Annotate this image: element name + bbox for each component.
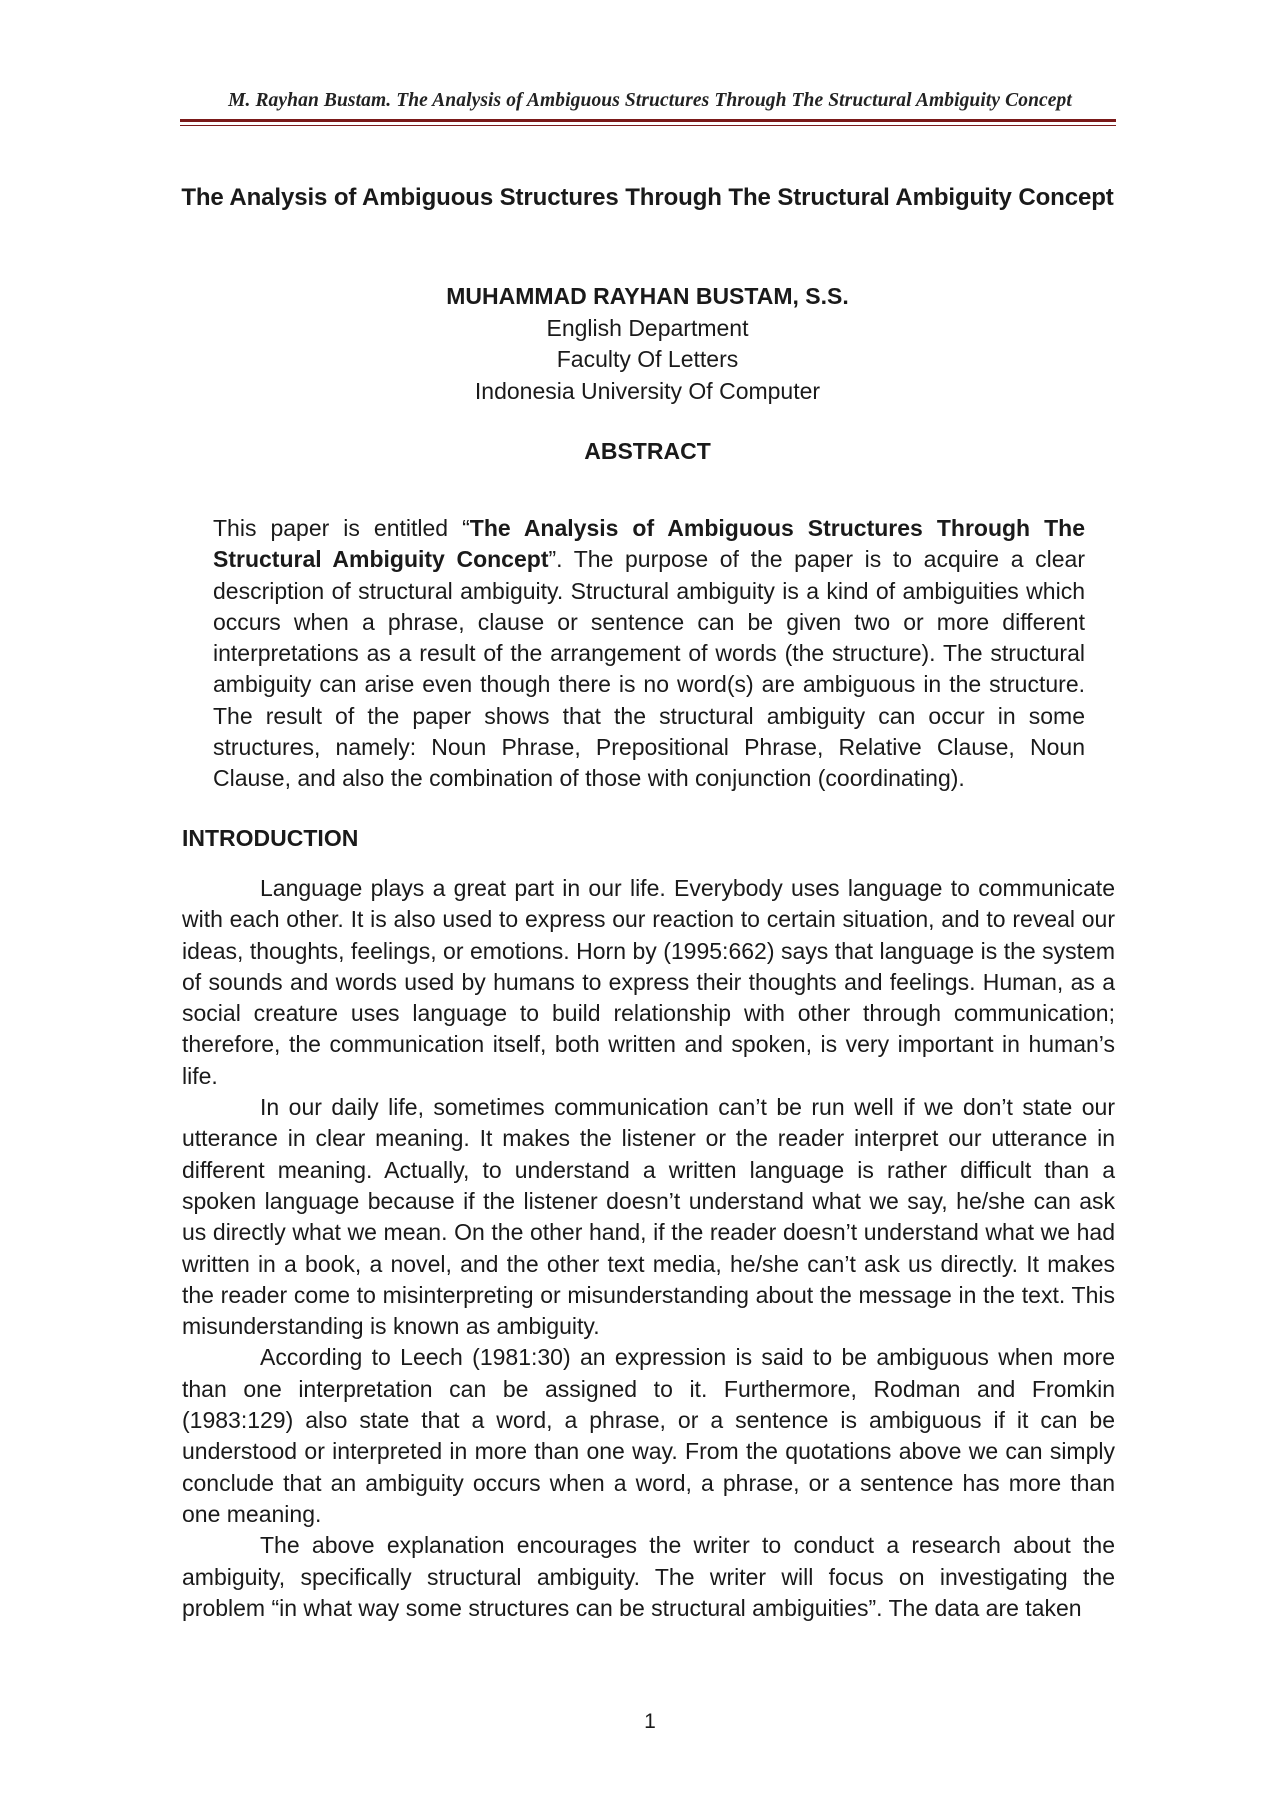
author-university: Indonesia University Of Computer (474, 377, 821, 404)
intro-paragraph: In our daily life, sometimes communication can’t be run well if we don’t state our utterance in clear meaning. It makes the listener or the reader interpret our utterance in different meaning. Actually, to understand a written language is rather difficult than a spoken language because if the listener doesn’t understand what we say, he/she can ask us directly what we mean. On the other hand, if the reader doesn’t understand what we had written in a book, a novel, and the other text media, he/she can’t ask us directly. It makes the reader come to misinterpreting or misunderstanding about the message in the text. This misunderstanding is known as ambiguity. (182, 1094, 1115, 1340)
introduction-heading: INTRODUCTION (182, 825, 359, 851)
abstract-body (213, 513, 1085, 795)
header-rule (180, 119, 1116, 122)
abstract-bold-title: The Analysis of Ambiguous Structures Through The Structural Ambiguity Concept (213, 515, 1085, 573)
introduction-body (182, 873, 1115, 1624)
intro-paragraph: Language plays a great part in our life. Everybody uses language to communicate with each other. It is also used to express our reaction to certain situation, and to reveal our ideas, thoughts, feelings, or emotions. Horn by (1995:662) says that language is the system of sounds and words used by humans to express their thoughts and feelings. Human, as a social creature uses language to build relationship with other through communication; therefore, the communication itself, both written and spoken, is very important in human’s life. (182, 875, 1115, 1089)
running-header: M. Rayhan Bustam. The Analysis of Ambiguous Structures Through The Structural Ambiguity Concept (228, 90, 1072, 111)
intro-paragraph: The above explanation encourages the writer to conduct a research about the ambiguity, specifically structural ambiguity. The writer will focus on investigating the problem “in what way some structures can be structural ambiguities”. The data are taken (182, 1532, 1115, 1621)
abstract-lead: This paper is entitled “ (213, 515, 470, 541)
abstract-text: ”. The purpose of the paper is to acquire a clear description of structural ambiguity. Structural ambiguity is a kind of ambiguities which occurs when a phrase, clause or sentence can be given two or more different interpretations as a result of the arrangement of words (the structure). The structural ambiguity can arise even though there is no word(s) are ambiguous in the structure. The result of the paper shows that the structural ambiguity can occur in some structures, namely: Noun Phrase, Prepositional Phrase, Relative Clause, Noun Clause, and also the combination of those with conjunction (coordinating). (213, 546, 1086, 792)
author-block (180, 281, 1115, 407)
header-rule-thin (180, 125, 1116, 126)
author-faculty: Faculty Of Letters (556, 346, 739, 372)
abstract-heading: ABSTRACT (584, 438, 711, 464)
author-name: MUHAMMAD RAYHAN BUSTAM, S.S. (446, 283, 849, 309)
page-number: 1 (644, 1710, 656, 1733)
author-department: English Department (546, 314, 749, 341)
paper-title: The Analysis of Ambiguous Structures Through The Structural Ambiguity Concept (181, 184, 1114, 211)
intro-paragraph: According to Leech (1981:30) an expression is said to be ambiguous when more than one interpretation can be assigned to it. Furthermore, Rodman and Fromkin (1983:129) also state that a word, a phrase, or a sentence is ambiguous if it can be understood or interpreted in more than one way. From the quotations above we can simply conclude that an ambiguity occurs when a word, a phrase, or a sentence has more than one meaning. (182, 1344, 1115, 1527)
